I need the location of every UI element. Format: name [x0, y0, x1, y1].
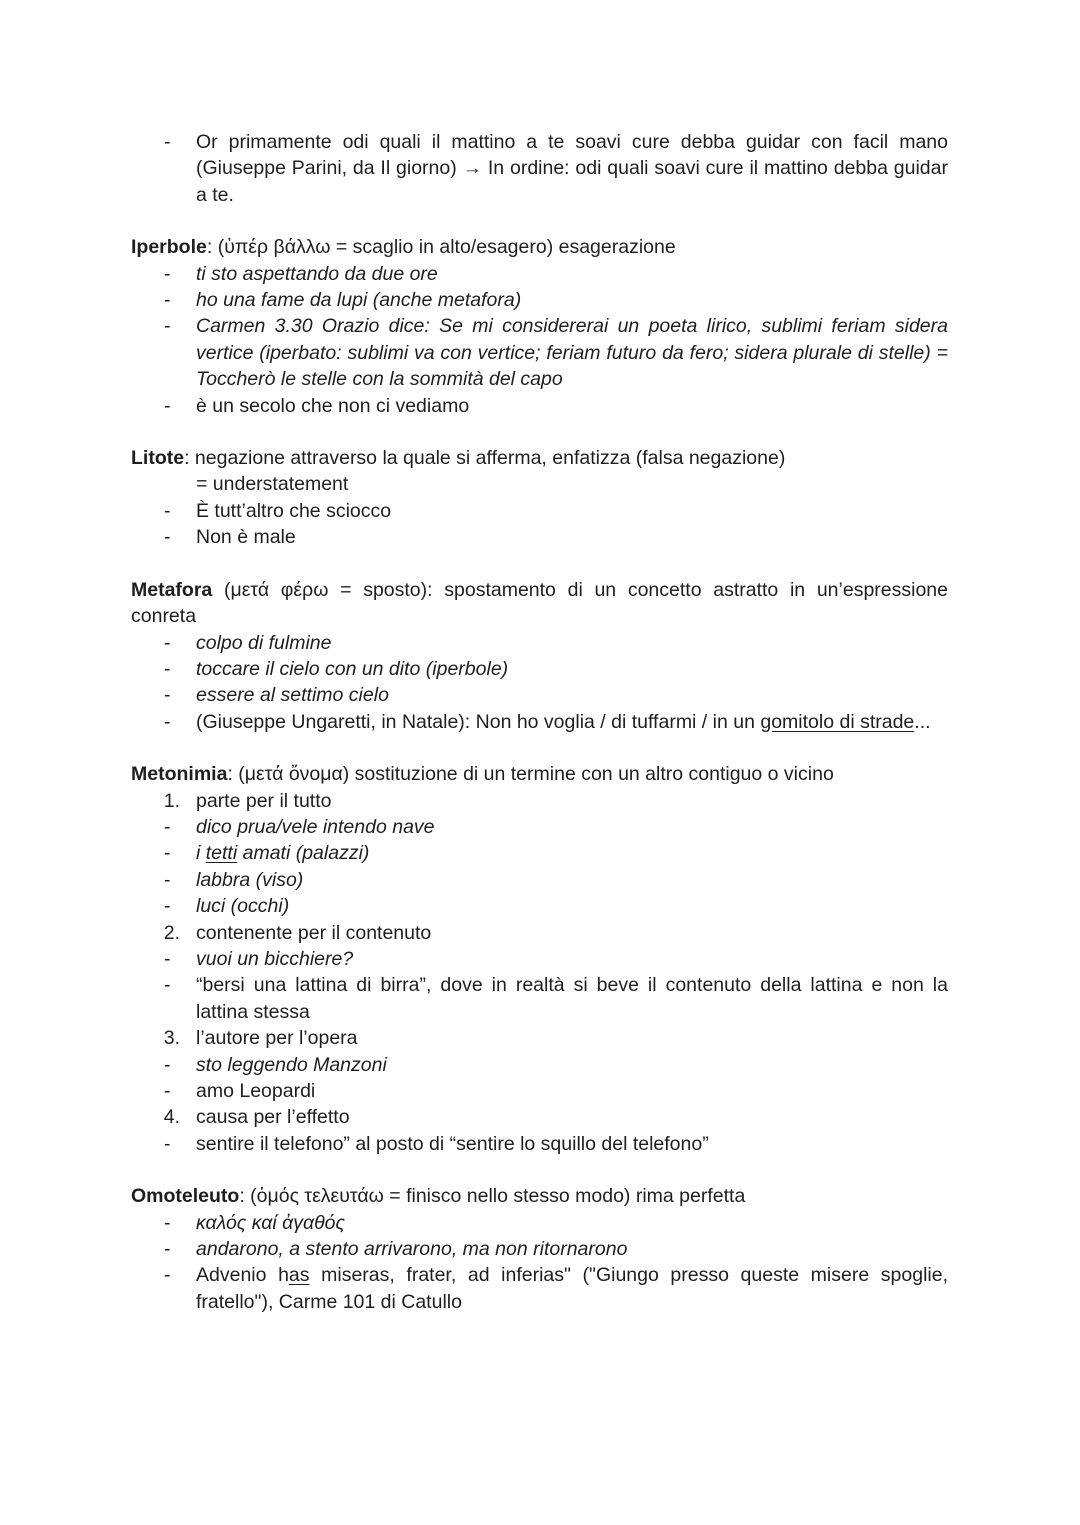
- example-text: luci (occhi): [196, 895, 290, 918]
- example-text: vuoi un bicchiere?: [196, 947, 354, 970]
- underlined-text: gomitolo di strade: [760, 710, 915, 733]
- bullet-dash: [131, 682, 196, 708]
- bullet-dash: [131, 630, 196, 656]
- term-definition: : (ὑπέρ βάλλω = scaglio in alto/esagero) esagerazione: [206, 236, 676, 259]
- example-text: i tetti amati (palazzi): [196, 842, 370, 865]
- list-item: [131, 682, 948, 708]
- bullet-dash: [131, 313, 196, 392]
- category-title: l’autore per l’opera: [196, 1027, 358, 1050]
- term-label: Metonimia: [131, 763, 228, 786]
- document-page: [131, 129, 948, 1341]
- underlined-text: as: [288, 1264, 310, 1287]
- list-item: [131, 893, 948, 919]
- example-text: Advenio has miseras, frater, ad inferias" ("Giungo presso queste misere spoglie, fratello"), Carme 101 di Catullo: [196, 1264, 949, 1313]
- term-definition: (μετά φέρω = sposto): spostamento di un concetto astratto in un’espressione conreta: [131, 578, 948, 628]
- definition-continuation: = understatement: [196, 473, 349, 496]
- example-text: sto leggendo Manzoni: [196, 1053, 387, 1076]
- bullet-dash: [131, 524, 196, 550]
- list-item: [131, 840, 948, 866]
- list-item: [131, 656, 948, 682]
- bullet-dash: [131, 814, 196, 840]
- list-item: [131, 1262, 948, 1315]
- category-title: parte per il tutto: [196, 789, 332, 812]
- example-text: καλός καί ἀγαθός: [196, 1211, 345, 1234]
- list-item: [131, 287, 948, 313]
- example-text: ho una fame da lupi (anche metafora): [196, 289, 522, 312]
- example-text: sentire il telefono” al posto di “sentire lo squillo del telefono”: [196, 1132, 709, 1155]
- term-label: Metafora: [131, 578, 213, 601]
- section-omoteleuto: [131, 1183, 948, 1315]
- example-text: labbra (viso): [196, 868, 304, 891]
- item-number: 1.: [163, 789, 180, 812]
- bullet-dash: [131, 1078, 196, 1104]
- list-item: [131, 1236, 948, 1262]
- section-metafora: [131, 577, 948, 735]
- list-item: [131, 1131, 948, 1157]
- bullet-dash: [131, 867, 196, 893]
- section-metonimia: [131, 761, 948, 1157]
- bullet-dash: [131, 393, 196, 419]
- bullet-dash: [131, 261, 196, 287]
- example-text: ti sto aspettando da due ore: [196, 262, 438, 285]
- category-title: contenente per il contenuto: [196, 921, 432, 944]
- numbered-item: [131, 788, 948, 814]
- bullet-dash: [131, 1131, 196, 1157]
- item-number: 3.: [163, 1027, 180, 1050]
- list-item: [131, 393, 948, 419]
- example-text: Non è male: [196, 526, 296, 549]
- example-text: amo Leopardi: [196, 1080, 316, 1102]
- numbered-item: [131, 1104, 948, 1130]
- example-text: Carmen 3.30 Orazio dice: Se mi considererai un poeta lirico, sublimi feriam sidera vertice (iperbato: sublimi va con vertice; feriam futuro da fero; sidera plurale di stelle) = Toccherò le stelle con la sommità del capo: [196, 315, 948, 391]
- list-item: [131, 630, 948, 656]
- example-text: (Giuseppe Ungaretti, in Natale): Non ho voglia / di tuffarmi / in un gomitolo di strade...: [196, 710, 931, 733]
- bullet-dash: [131, 893, 196, 919]
- section-heading: [131, 1183, 948, 1209]
- term-definition: : negazione attraverso la quale si afferma, enfatizza (falsa negazione): [184, 447, 786, 470]
- example-text: è un secolo che non ci vediamo: [196, 394, 470, 417]
- example-text: toccare il cielo con un dito (iperbole): [196, 657, 509, 680]
- section-heading: [131, 445, 948, 471]
- list-item: [131, 1210, 948, 1236]
- list-item: [131, 972, 948, 1025]
- numbered-item: [131, 920, 948, 946]
- example-text: “bersi una lattina di birra”, dove in realtà si beve il contenuto della lattina e non la lattina stessa: [196, 974, 948, 1023]
- list-item: [131, 1078, 948, 1104]
- bullet-dash: [131, 840, 196, 866]
- term-definition: : (ὁμός τελευτάω = finisco nello stesso modo) rima perfetta: [239, 1185, 746, 1208]
- list-item: [131, 814, 948, 840]
- list-item: [131, 129, 948, 208]
- list-item: [131, 524, 948, 550]
- list-item: [131, 867, 948, 893]
- bullet-dash: [131, 287, 196, 313]
- bullet-dash: [131, 946, 196, 972]
- term-definition: : (μετά ὄνομα) sostituzione di un termine con un altro contiguo o vicino: [227, 763, 834, 786]
- bullet-dash: [131, 972, 196, 1025]
- bullet-dash: [131, 656, 196, 682]
- bullet-dash: [131, 1210, 196, 1236]
- item-number: 2.: [163, 921, 180, 944]
- list-item: [131, 1052, 948, 1078]
- section-iperbole: [131, 234, 948, 419]
- example-text: essere al settimo cielo: [196, 684, 389, 707]
- underlined-text: tetti: [205, 842, 238, 865]
- section-heading: [131, 234, 948, 260]
- bullet-dash: [131, 1236, 196, 1262]
- section-litote: [131, 445, 948, 551]
- bullet-dash: [131, 1052, 196, 1078]
- bullet-dash: [131, 129, 196, 208]
- bullet-dash: [131, 709, 196, 735]
- numbered-item: [131, 1025, 948, 1051]
- section-heading: [131, 761, 948, 787]
- bullet-dash: [131, 1262, 196, 1315]
- example-text: dico prua/vele intendo nave: [196, 815, 435, 838]
- category-title: causa per l’effetto: [196, 1106, 350, 1129]
- arrow-icon: →: [462, 157, 483, 180]
- item-number: 4.: [163, 1106, 180, 1129]
- example-text: andarono, a stento arrivarono, ma non ritornarono: [196, 1238, 628, 1261]
- list-item: [131, 709, 948, 735]
- list-item-text: Or primamente odi quali il mattino a te soavi cure debba guidar con facil mano (Giuseppe Parini, da Il giorno) → In ordine: odi quali soavi cure il mattino debba guidar a te.: [196, 131, 948, 206]
- example-text: È tutt’altro che sciocco: [196, 499, 392, 522]
- example-text: colpo di fulmine: [196, 631, 332, 654]
- term-label: Omoteleuto: [131, 1185, 240, 1208]
- list-item: [131, 261, 948, 287]
- intro-section: [131, 129, 948, 208]
- section-heading: [131, 577, 948, 630]
- list-item: [131, 313, 948, 392]
- list-item: [131, 946, 948, 972]
- term-label: Litote: [131, 447, 185, 470]
- term-label: Iperbole: [131, 236, 207, 259]
- bullet-dash: [131, 498, 196, 524]
- list-item: [131, 498, 948, 524]
